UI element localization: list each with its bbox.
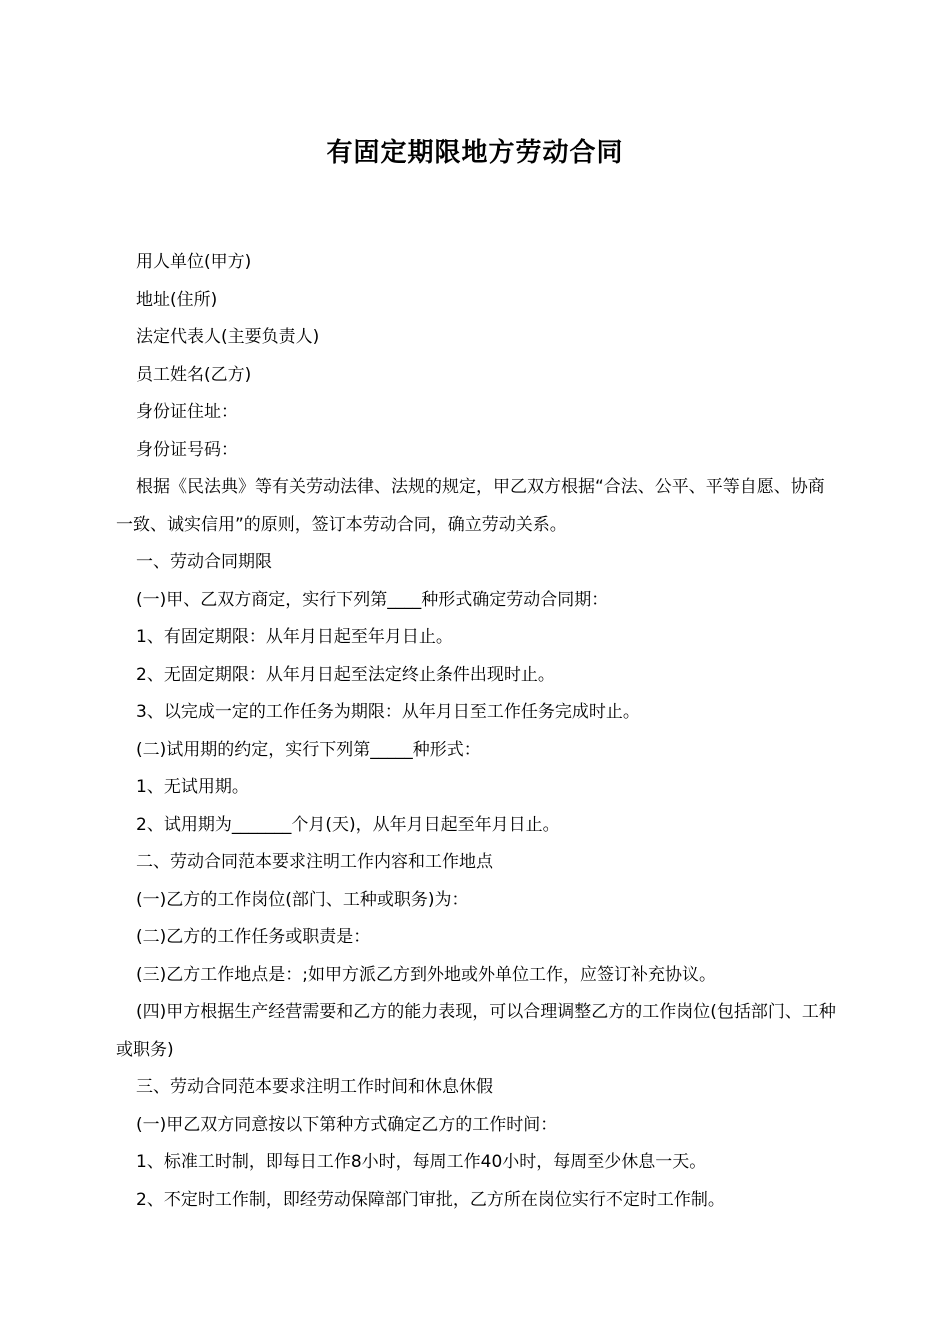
paragraph-legal-representative: 法定代表人(主要负责人) [136,327,320,347]
paragraph-probation-form: (二)试用期的约定，实行下列第_____种形式： [136,739,481,760]
paragraph-probation-period: 2、试用期为_______个月(天)，从年月日起至年月日止。 [136,814,560,835]
paragraph-flexible-hours: 2、不定时工作制，即经劳动保障部门审批，乙方所在岗位实行不定时工作制。 [136,1189,725,1210]
paragraph-preamble: 根据《民法典》等有关劳动法律、法规的规定，甲乙双方根据“合法、公平、平等自愿、协商一致、诚实信用”的原则，签订本劳动合同，确立劳动关系。 [116,477,825,535]
paragraph-id-address: 身份证住址： [136,402,238,422]
paragraph-work-hours-form: (一)甲乙双方同意按以下第种方式确定乙方的工作时间： [136,1114,558,1135]
section-heading-contract-term: 一、劳动合同期限 [136,552,272,572]
paragraph-task-term: 3、以完成一定的工作任务为期限：从年月日至工作任务完成时止。 [136,702,640,722]
paragraph-work-position: (一)乙方的工作岗位(部门、工种或职务)为： [136,889,469,910]
paragraph-fixed-term: 1、有固定期限：从年月日起至年月日止。 [136,627,453,647]
paragraph-standard-hours: 1、标准工时制，即每日工作8小时，每周工作40小时，每周至少休息一天。 [136,1152,707,1172]
section-heading-work-content: 二、劳动合同范本要求注明工作内容和工作地点 [136,852,493,872]
paragraph-term-form: (一)甲、乙双方商定，实行下列第____种形式确定劳动合同期： [136,589,609,610]
paragraph-id-number: 身份证号码： [136,439,238,460]
section-heading-work-hours: 三、劳动合同范本要求注明工作时间和休息休假 [136,1077,493,1097]
document-body [116,244,840,1219]
document-title: 有固定期限地方劳动合同 [326,138,624,168]
paragraph-work-location: (三)乙方工作地点是：;如甲方派乙方到外地或外单位工作，应签订补充协议。 [136,964,716,985]
paragraph-position-adjustment: (四)甲方根据生产经营需要和乙方的能力表现，可以合理调整乙方的工作岗位(包括部门、工种或职务) [116,1002,836,1060]
paragraph-address: 地址(住所) [136,289,218,310]
paragraph-open-term: 2、无固定期限：从年月日起至法定终止条件出现时止。 [136,664,555,685]
paragraph-employee-name: 员工姓名(乙方) [136,364,252,385]
paragraph-work-duties: (二)乙方的工作任务或职责是： [136,927,371,947]
paragraph-employer: 用人单位(甲方) [136,252,252,272]
paragraph-no-probation: 1、无试用期。 [136,777,249,797]
